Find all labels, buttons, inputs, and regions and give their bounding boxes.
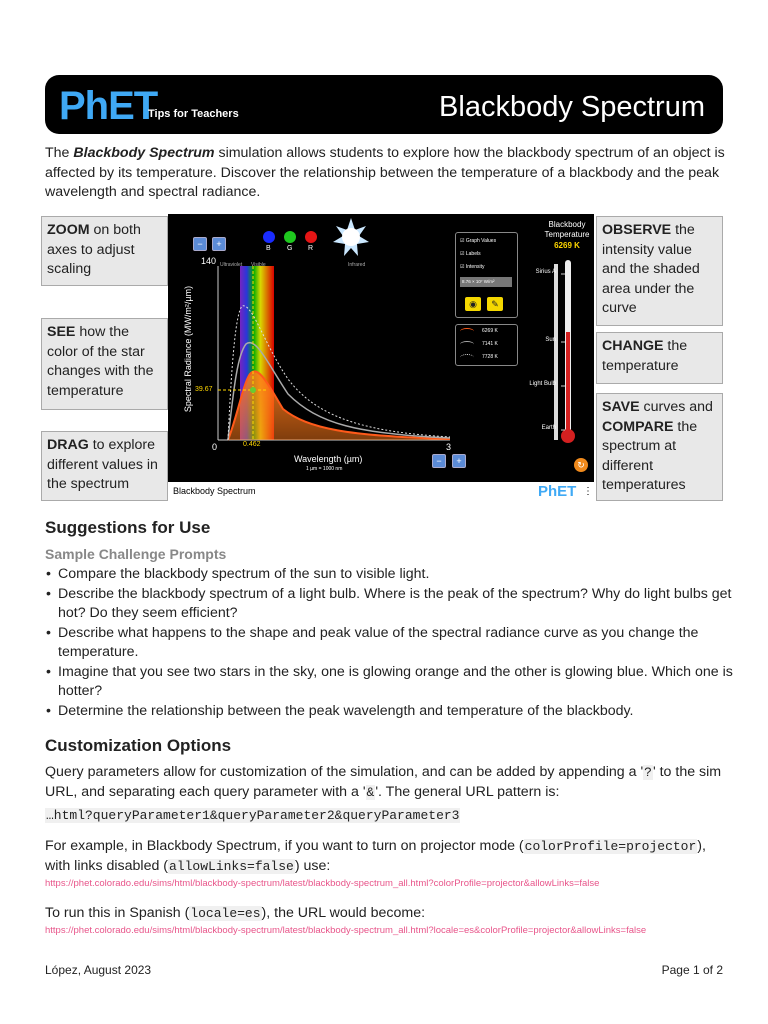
red-indicator	[305, 231, 317, 243]
saved-curve-1: 6269 K	[482, 328, 498, 334]
cursor-y-value: 39.67	[195, 386, 213, 393]
zoom-out-y-icon[interactable]: −	[193, 237, 207, 251]
sim-graph	[168, 214, 594, 482]
custom-p2code2: allowLinks=false	[169, 858, 294, 874]
curve-legend-3	[460, 354, 474, 361]
label-light-bulb: Light Bulb	[529, 381, 556, 387]
checkbox-labels-label: Labels	[465, 251, 481, 257]
label-earth: Earth	[541, 425, 556, 431]
thermometer-bulb	[561, 429, 575, 443]
thermometer-value: 6269 K	[554, 241, 580, 250]
checkbox-intensity-label: Intensity	[465, 264, 485, 270]
custom-p1q: ?	[644, 765, 652, 780]
intro-post: simulation allows students to explore how the blackbody spectrum of an object is affected by its temperature. Discover the relationship between the temperature of a blackbody and the peak wavelength and spectral radiance.	[45, 145, 725, 200]
callout-see	[41, 318, 168, 410]
custom-p1b: ' to the sim URL, and separating each query parameter with a '	[45, 764, 722, 800]
custom-p3b: ), the URL would become:	[261, 905, 426, 921]
checkbox-graph-values[interactable]: ☑ Graph Values	[460, 238, 497, 244]
thermometer-title: Blackbody Temperature	[544, 220, 590, 239]
y-axis-label: Spectral Radiance (MW/m²/µm)	[183, 285, 193, 413]
custom-p2code1: colorProfile=projector	[524, 839, 697, 854]
list-item: • Describe the blackbody spectrum of a light bulb. Where is the peak of the spectrum? Why do light bulbs get hot? Do they seem efficient?	[58, 585, 738, 624]
label-sun: Sun	[545, 337, 556, 343]
zoom-in-x-icon[interactable]: +	[452, 454, 466, 468]
blue-indicator	[263, 231, 275, 243]
callout-observe-bold: OBSERVE	[602, 222, 672, 238]
intro-pre: The	[45, 145, 74, 161]
zoom-in-y-icon[interactable]: +	[212, 237, 226, 251]
custom-p1amp: &	[366, 784, 375, 800]
callout-observe-text: the intensity value and the shaded area under the curve	[602, 222, 700, 316]
footer-page-number: Page 1 of 2	[661, 963, 723, 977]
callout-save-bold1: SAVE	[602, 399, 640, 415]
list-item: • Describe what happens to the shape and peak value of the spectral radiance curve as you change the temperature.	[58, 624, 738, 663]
zoom-out-x-icon[interactable]: −	[432, 454, 446, 468]
x-unit-note: 1 µm = 1000 nm	[306, 466, 343, 472]
thermometer-fill	[566, 332, 570, 440]
camera-icon[interactable]: ◉	[465, 297, 481, 311]
simulation-screenshot	[168, 214, 594, 502]
green-indicator	[284, 231, 296, 243]
eraser-icon[interactable]: ✎	[487, 297, 503, 311]
checkbox-graph-values-label: Graph Values	[465, 238, 497, 244]
callout-see-text: how the color of the star changes with the temperature	[47, 324, 154, 399]
callout-save-text2: the spectrum at different temperatures	[602, 418, 698, 493]
saved-curves-panel	[455, 324, 518, 366]
projector-url-link[interactable]: https://phet.colorado.edu/sims/html/blackbody-spectrum/latest/blackbody-spectrum_all.html?colorProfile=projector&allowLinks=false	[45, 878, 600, 889]
logo-tagline: Tips for Teachers	[148, 108, 239, 120]
intensity-value: 8.76 × 10⁷ W/m²	[460, 277, 512, 287]
url-pattern-code: …html?queryParameter1&queryParameter2&queryParameter3	[46, 808, 460, 823]
footer-author-date: López, August 2023	[45, 963, 152, 977]
band-visible: Visible	[251, 262, 266, 268]
list-item: • Determine the relationship between the peak wavelength and temperature of the blackbody.	[58, 702, 738, 722]
checkbox-intensity[interactable]: ☑ Intensity	[460, 264, 485, 270]
customization-paragraph-2	[45, 837, 725, 876]
bgr-b: B	[266, 245, 271, 252]
menu-icon[interactable]: ⋮	[583, 486, 593, 497]
url-pattern	[45, 806, 460, 824]
band-infrared: Infrared	[348, 262, 366, 268]
list-item: • Imagine that you see two stars in the sky, one is glowing orange and the other is glowing blue. Which one is hotter?	[58, 663, 738, 702]
callout-save-text1: curves and	[639, 399, 713, 415]
custom-p2a: For example, in Blackbody Spectrum, if you want to turn on projector mode (	[45, 838, 524, 854]
custom-p1c: '. The general URL pattern is:	[375, 783, 560, 800]
saved-curve-2: 7141 K	[482, 341, 498, 347]
band-ultraviolet: Ultraviolet	[220, 262, 243, 268]
callout-drag	[41, 431, 168, 501]
customization-heading: Customization Options	[45, 736, 232, 755]
label-sirius-a: Sirius A	[535, 269, 556, 275]
checkbox-labels[interactable]: ☑ Labels	[460, 251, 481, 257]
callout-observe	[596, 216, 723, 326]
curve-legend-2	[460, 341, 474, 348]
callout-save	[596, 393, 723, 501]
bgr-r: R	[308, 245, 314, 252]
callout-change-bold: CHANGE	[602, 338, 664, 354]
options-panel	[455, 232, 518, 318]
thermometer-tube	[554, 264, 558, 440]
suggestions-list	[45, 565, 738, 721]
suggestions-subheading: Sample Challenge Prompts	[45, 546, 227, 562]
bgr-g: G	[287, 245, 293, 252]
custom-p3code: locale=es	[190, 906, 261, 921]
star-core	[342, 228, 360, 246]
custom-p1a: Query parameters allow for customization of the simulation, and can be added by appending a '	[45, 764, 644, 780]
custom-p2b: ), with links disabled (	[45, 838, 706, 874]
sim-footer-title: Blackbody Spectrum	[173, 486, 256, 496]
phet-logo: PhET	[59, 84, 158, 128]
spanish-url-link[interactable]: https://phet.colorado.edu/sims/html/blackbody-spectrum/latest/blackbody-spectrum_all.html?locale=es&colorProfile=projector&allowLinks=false	[45, 925, 647, 936]
customization-paragraph-1	[45, 763, 725, 802]
custom-p3a: To run this in Spanish (	[45, 905, 190, 921]
custom-p2c: ) use:	[294, 857, 331, 874]
callout-drag-bold: DRAG	[47, 437, 89, 453]
customization-paragraph-3	[45, 904, 725, 924]
sim-footer-logo[interactable]: PhET	[538, 483, 577, 500]
callout-change-text: the temperature	[602, 338, 688, 374]
saved-curve-3: 7728 K	[482, 354, 498, 360]
sim-footer-bar	[168, 482, 594, 502]
intro-sim-name: Blackbody Spectrum	[73, 145, 215, 161]
cursor-handle[interactable]	[250, 387, 256, 393]
callout-zoom-bold: ZOOM	[47, 222, 90, 238]
callout-save-bold2: COMPARE	[602, 418, 674, 435]
svg-text:↻: ↻	[577, 461, 585, 471]
list-item: • Compare the blackbody spectrum of the sun to visible light.	[58, 565, 738, 585]
callout-see-bold: SEE	[47, 324, 76, 340]
y-max-label: 140	[201, 256, 217, 266]
cursor-x-value: 0.462	[243, 441, 261, 448]
callout-zoom	[41, 216, 168, 286]
callout-drag-text: to explore different values in the spectrum	[47, 437, 158, 492]
x-min-label: 0	[212, 442, 218, 452]
callout-zoom-text: on both axes to adjust scaling	[47, 222, 141, 277]
suggestions-heading: Suggestions for Use	[45, 518, 211, 537]
curve-legend-1	[460, 328, 474, 335]
x-max-label: 3	[446, 442, 452, 452]
x-axis-label: Wavelength (µm)	[294, 454, 363, 464]
page-title: Blackbody Spectrum	[439, 91, 705, 123]
callout-change	[596, 332, 723, 384]
